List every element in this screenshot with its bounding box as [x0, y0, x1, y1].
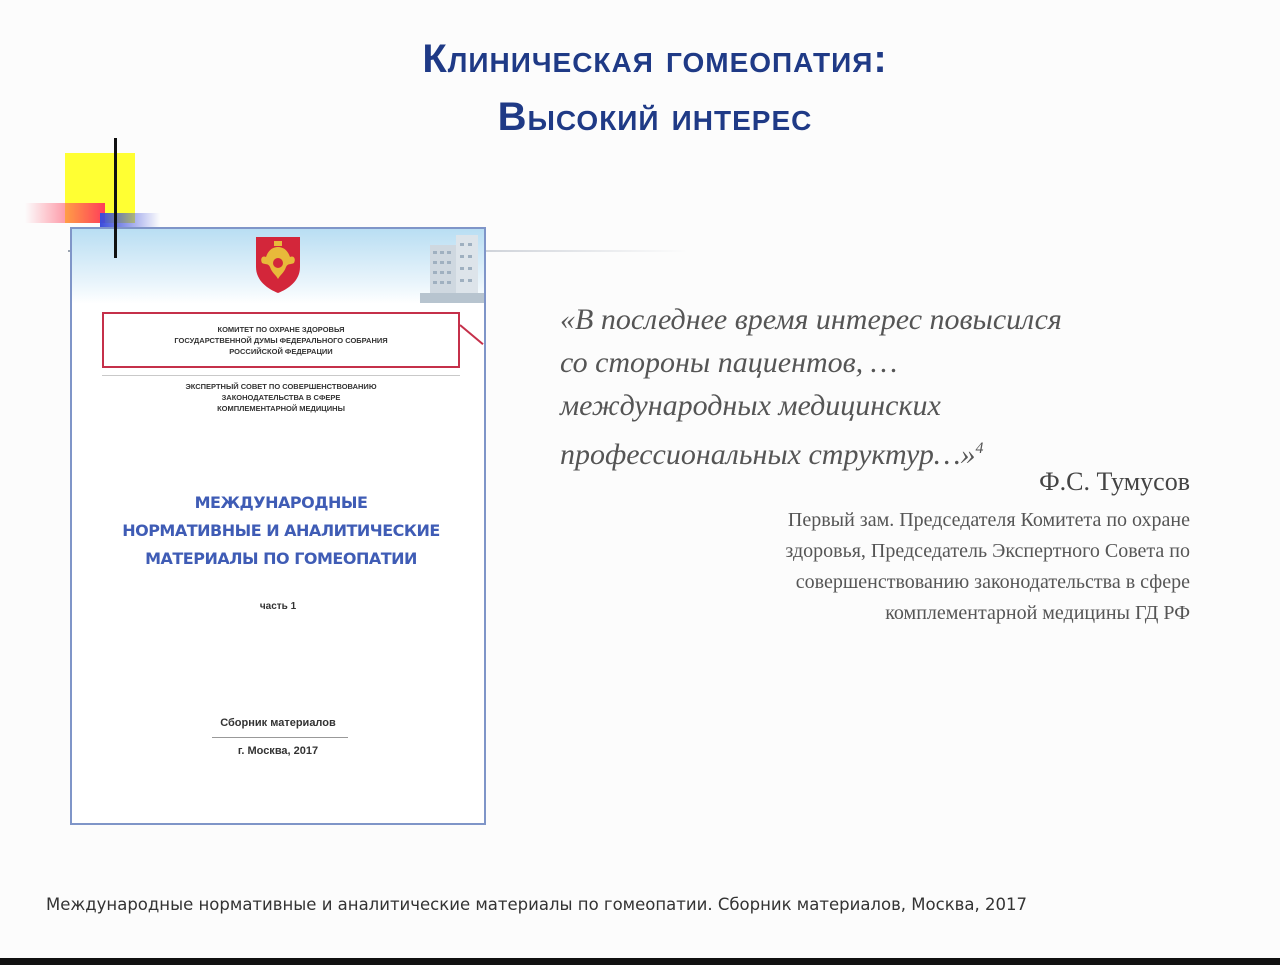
- expert-council-text: [102, 381, 460, 414]
- council-line: ЗАКОНОДАТЕЛЬСТВА В СФЕРЕ: [221, 393, 341, 402]
- slide-title-line-2: Высокий интерес: [497, 95, 813, 139]
- slide-title-line-1: Клиническая гомеопатия:: [422, 37, 888, 81]
- quote-text: [560, 298, 1220, 476]
- russian-coat-of-arms-icon: [250, 233, 306, 295]
- cover-divider: [102, 375, 460, 376]
- duma-building-icon: [420, 231, 484, 303]
- committee-line: ГОСУДАРСТВЕННОЙ ДУМЫ ФЕДЕРАЛЬНОГО СОБРАНИЯ: [174, 335, 388, 345]
- quote-line: со стороны пациентов, …: [560, 346, 898, 379]
- document-city-year: г. Москва, 2017: [237, 745, 319, 757]
- committee-line: КОМИТЕТ ПО ОХРАНЕ ЗДОРОВЬЯ: [217, 324, 345, 334]
- document-title-line: МАТЕРИАЛЫ ПО ГОМЕОПАТИИ: [145, 549, 417, 568]
- council-line: ЭКСПЕРТНЫЙ СОВЕТ ПО СОВЕРШЕНСТВОВАНИЮ: [185, 382, 377, 391]
- quote-footnote-mark: 4: [975, 440, 984, 457]
- cover-bottom-divider: [212, 737, 348, 738]
- quote-author: Ф.С. Тумусов: [1039, 467, 1190, 496]
- position-line: Первый зам. Председателя Комитета по охране: [787, 509, 1190, 531]
- committee-line: РОССИЙСКОЙ ФЕДЕРАЦИИ: [229, 346, 333, 356]
- position-line: комплементарной медицины ГД РФ: [885, 602, 1190, 624]
- position-line: здоровья, Председатель Экспертного Совета по: [785, 540, 1190, 562]
- document-collection-label: Сборник материалов: [220, 717, 336, 729]
- quote-line: профессиональных структур…»: [560, 438, 976, 471]
- document-title-line: НОРМАТИВНЫЕ И АНАЛИТИЧЕСКИЕ: [122, 521, 440, 540]
- position-line: совершенствованию законодательства в сфере: [795, 571, 1190, 593]
- bottom-black-bar: [0, 958, 1280, 965]
- document-title-line: МЕЖДУНАРОДНЫЕ: [194, 493, 368, 512]
- document-title: [92, 489, 470, 573]
- council-line: КОМПЛЕМЕНТАРНОЙ МЕДИЦИНЫ: [217, 404, 345, 413]
- quote-line: международных медицинских: [560, 389, 941, 422]
- quote-line: «В последнее время интерес повысился: [560, 303, 1062, 336]
- document-cover-image: [70, 227, 486, 825]
- author-position: [570, 505, 1190, 629]
- slide-title: [250, 30, 1060, 146]
- committee-box: [102, 312, 460, 368]
- document-part: часть 1: [259, 601, 297, 612]
- footer-citation: Международные нормативные и аналитические материалы по гомеопатии. Сборник материалов, Москва, 2017: [46, 895, 1027, 914]
- decor-vertical-line: [114, 138, 117, 258]
- decor-red-stripe: [25, 203, 105, 223]
- committee-connector-line: [459, 324, 483, 345]
